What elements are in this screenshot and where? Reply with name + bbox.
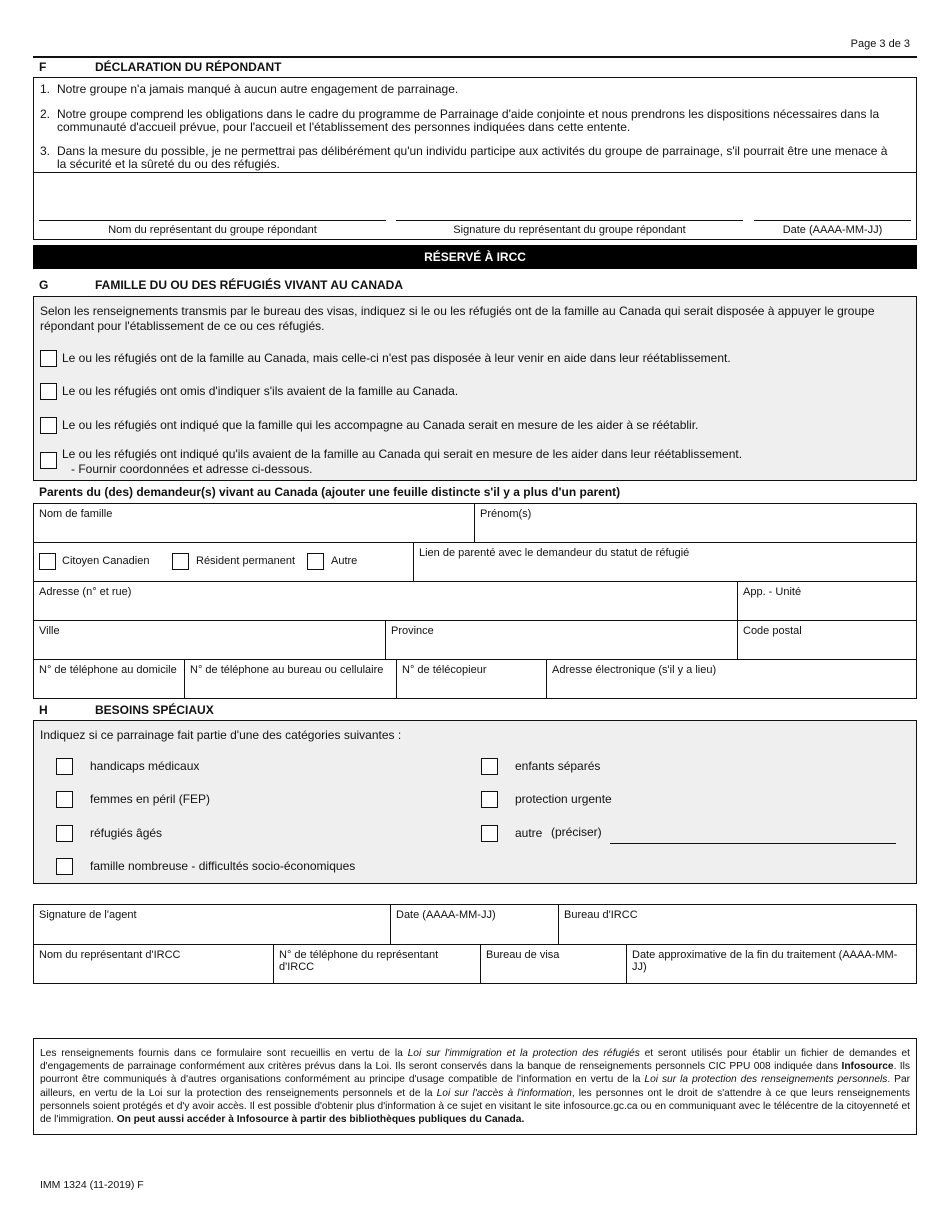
family-option-checkbox[interactable] [40, 452, 57, 469]
agent-signature-field[interactable]: Signature de l'agent [34, 905, 391, 945]
declaration-item: 3. Dans la mesure du possible, je ne permettrai pas délibérément qu'un individu participe aux activités du groupe de parrainage, s'il pourrait être une menace à la sécurité et la sûreté du ou des réfugiés. [40, 144, 888, 171]
family-intro-text: Selon les renseignements transmis par le bureau des visas, indiquez si le ou les réfugiés ont de la famille au Canada qui serait disposée à appuyer le groupe répondant pour l'établissement de ce ou ces réfugiés. [40, 304, 875, 333]
special-needs-intro: Indiquez si ce parrainage fait partie d'une des catégories suivantes : [40, 728, 402, 742]
section-f-header [33, 56, 917, 76]
urgent-protection-checkbox[interactable] [481, 791, 498, 808]
medical-needs-label: handicaps médicaux [90, 759, 200, 773]
email-field[interactable]: Adresse électronique (s'il y a lieu) [547, 660, 917, 699]
other-status-label: Autre [331, 555, 358, 567]
family-option-label: Le ou les réfugiés ont de la famille au Canada, mais celle-ci n'est pas disposée à leur venir en aide dans leur réétablissement. [62, 351, 731, 365]
women-at-risk-checkbox[interactable] [56, 791, 73, 808]
women-at-risk-label: femmes en péril (FEP) [90, 792, 211, 806]
section-letter: G [39, 278, 49, 292]
urgent-protection-label: protection urgente [515, 792, 612, 806]
large-family-label: famille nombreuse - difficultés socio-économiques [90, 859, 356, 873]
agent-date-field[interactable]: Date (AAAA-MM-JJ) [391, 905, 559, 945]
citizen-label: Citoyen Canadien [62, 555, 150, 567]
form-code: IMM 1324 (11-2019) F [40, 1179, 144, 1191]
privacy-notice: Les renseignements fournis dans ce formulaire sont recueillis en vertu de la Loi sur l'immigration et la protection des réfugiés et seront utilisés pour établir un fichier de demandes et d'engagements de parrainage conformément aux critères prévus dans la Loi. Ils seront conservés dans la banque de renseignements personnels CIC PPU 008 indiquée dans Infosource. Ils pourront être communiqués à d'autres organisations conformément au principe d'usage compatible de l'information en vertu de la Loi sur la protection des renseignements personnels. Par ailleurs, en vertu de la Loi sur la protection des renseignements personnels et de la Loi sur l'accès à l'information, les personnes ont le droit de s'attendre à ce que leurs renseignements personnels soient protégés et d'y avoir accès. Il est possible d'obtenir plus d'information à ce sujet en visitant le site infosource.gc.ca ou en communiquant avec le télécentre de la citoyenneté et de l'immigration. On peut aussi accéder à Infosource à partir des bibliothèques publiques du Canada. [33, 1038, 917, 1135]
permanent-resident-checkbox[interactable] [172, 553, 189, 570]
fax-field[interactable]: N° de télécopieur [397, 660, 547, 699]
city-field[interactable]: Ville [34, 621, 386, 660]
sponsor-date-field[interactable]: Date (AAAA-MM-JJ) [754, 220, 911, 236]
family-option-label: Le ou les réfugiés ont omis d'indiquer s'ils avaient de la famille au Canada. [62, 384, 459, 398]
family-option-checkbox[interactable] [40, 417, 57, 434]
home-phone-field[interactable]: N° de téléphone au domicile [34, 660, 185, 699]
page-number: Page 3 de 3 [850, 38, 910, 50]
medical-needs-checkbox[interactable] [56, 758, 73, 775]
province-field[interactable]: Province [386, 621, 738, 660]
last-name-field[interactable]: Nom de famille [34, 504, 475, 543]
divider [34, 172, 916, 173]
sponsor-rep-name-field[interactable]: Nom du représentant du groupe répondant [39, 220, 386, 236]
apartment-field[interactable]: App. - Unité [738, 582, 917, 621]
other-need-label: autre [515, 826, 543, 840]
first-name-field[interactable]: Prénom(s) [475, 504, 917, 543]
declaration-item: 2. Notre groupe comprend les obligations dans le cadre du programme de Parrainage d'aide conjointe et nous prendrons les dispositions nécessaires dans la communauté d'accueil prévue, pour l'accueil et l'établissement des personnes indiquées dans cette entente. [40, 107, 880, 134]
postal-code-field[interactable]: Code postal [738, 621, 917, 660]
section-title: FAMILLE DU OU DES RÉFUGIÉS VIVANT AU CANADA [95, 278, 404, 292]
other-need-checkbox[interactable] [481, 825, 498, 842]
sponsor-rep-signature-field[interactable]: Signature du représentant du groupe répondant [396, 220, 743, 236]
citizen-checkbox[interactable] [39, 553, 56, 570]
family-option-label: Le ou les réfugiés ont indiqué qu'ils avaient de la famille au Canada qui serait en mesure de les aider dans leur réétablissement. [62, 447, 743, 461]
specify-label: (préciser) [551, 825, 602, 839]
separated-children-label: enfants séparés [515, 759, 601, 773]
ircc-reserved-banner: RÉSERVÉ À IRCC [33, 245, 917, 269]
processing-end-date-field[interactable]: Date approximative de la fin du traitement (AAAA-MM-JJ) [627, 945, 917, 984]
agent-grid [33, 904, 917, 984]
status-field [34, 543, 414, 582]
ircc-office-field[interactable]: Bureau d'IRCC [559, 905, 917, 945]
ircc-rep-name-field[interactable]: Nom du représentant d'IRCC [34, 945, 274, 984]
address-field[interactable]: Adresse (n° et rue) [34, 582, 738, 621]
visa-office-field[interactable]: Bureau de visa [481, 945, 627, 984]
section-h-header [33, 700, 917, 720]
work-phone-field[interactable]: N° de téléphone au bureau ou cellulaire [185, 660, 397, 699]
specify-input-line[interactable] [610, 843, 896, 844]
section-g-header [33, 275, 917, 295]
other-status-checkbox[interactable] [307, 553, 324, 570]
declaration-box [33, 77, 917, 240]
section-letter: F [39, 60, 47, 74]
family-option-checkbox[interactable] [40, 350, 57, 367]
elderly-refugees-label: réfugiés âgés [90, 826, 163, 840]
large-family-checkbox[interactable] [56, 858, 73, 875]
declaration-item: 1. Notre groupe n'a jamais manqué à aucun autre engagement de parrainage. [40, 82, 459, 96]
family-option-label: Le ou les réfugiés ont indiqué que la famille qui les accompagne au Canada serait en mesure de les aider à se réétablir. [62, 418, 699, 432]
family-option-sublabel: - Fournir coordonnées et adresse ci-dessous. [71, 462, 313, 476]
ircc-rep-phone-field[interactable]: N° de téléphone du représentant d'IRCC [274, 945, 481, 984]
section-title: BESOINS SPÉCIAUX [95, 703, 214, 717]
parents-heading: Parents du (des) demandeur(s) vivant au Canada (ajouter une feuille distincte s'il y a plus d'un parent) [39, 485, 621, 499]
relationship-field[interactable]: Lien de parenté avec le demandeur du statut de réfugié [414, 543, 917, 582]
special-needs-box [33, 720, 917, 884]
section-letter: H [39, 703, 48, 717]
separated-children-checkbox[interactable] [481, 758, 498, 775]
section-title: DÉCLARATION DU RÉPONDANT [95, 60, 282, 74]
parents-grid [33, 503, 917, 699]
family-in-canada-box [33, 296, 917, 481]
elderly-refugees-checkbox[interactable] [56, 825, 73, 842]
permanent-resident-label: Résident permanent [196, 555, 296, 567]
family-option-checkbox[interactable] [40, 383, 57, 400]
